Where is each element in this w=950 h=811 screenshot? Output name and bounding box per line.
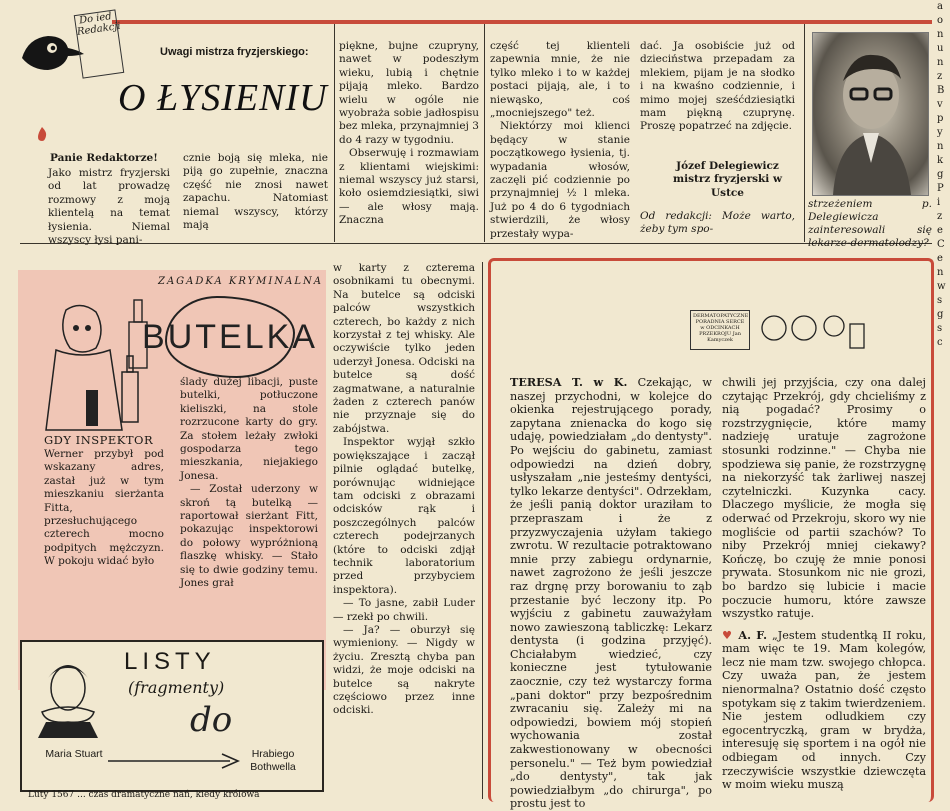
- top-col-1: Jako mistrz fryzjerski od lat prowadzę rozmowy z moją klientelą na temat łysienia. Niemal wszyscy łysi pani-: [48, 167, 170, 247]
- article-title: O ŁYSIENIU: [118, 77, 328, 119]
- letters-footer-cut: Luty 1567 ... czas dramatyczne nań, kiedy królowa: [28, 790, 260, 800]
- advice-col-left: [510, 375, 712, 811]
- advice-lead-af: A. F.: [738, 627, 767, 642]
- col-divider: [804, 24, 805, 242]
- letters-from: Maria Stuart: [45, 748, 103, 760]
- arrow-icon: [106, 752, 240, 770]
- letters-to: Hrabiego Bothwella: [250, 748, 296, 773]
- col-divider: [482, 262, 483, 799]
- doodle-figures-icon: [758, 310, 868, 354]
- editor-note: Od redakcji: Może warto, żeby tym spo-: [640, 210, 795, 235]
- crime-col-1: Werner przybył pod wskazany adres, zastał już w tym mieszkaniu sierżanta Fitta, przesłuchującego czterech mocno podpitych mężczyzn. W pokoju widać było: [44, 448, 164, 568]
- col-divider: [484, 24, 485, 242]
- col-divider: [334, 24, 335, 242]
- adjacent-page-strip: a o n u n z B v p y n k g P i z e C e n w s g s c: [937, 1, 946, 348]
- signature: Józef Delegiewicz mistrz fryzjerski w Ustce: [672, 160, 782, 199]
- advice-col-right: chwili jej przyjścia, czy ona dalej czytając Przekrój, gdy chcieliśmy z nią pogadać? Prosimy o rozstrzygnięcie, które mamy nadzieję uratuje zagrożone stosunki rodzinne." — Chyba nie spodziewa się panie, że rozstrzygnę na niekorzyść tak żarliwej naszej czytelniczki. Kuzynka cacy. Dlaczego myślicie, że mogła się oderwać od Przekroju, skoro wy nie mogliście od partii szachów? To niby Przekrój mniej ciekawy? Kończę, bo czuję że mnie ponosi prywata. Stosunkom nic nie grozi, bo bardzo się lubicie i macie poczucie humoru, które zawsze wszystko ratuje. ♥ A. F. „Jestem studentką II roku, mam więc te 19. Mam kolegów, lecz nie mam tzw. swojego chłopca. Czy uważa pan, że jestem nienormalna? Ostatnio dość często spotykam się z takim twierdzeniem. Nie jestem odludkiem czy egocentryczką, gram w brydża, interesuję się sportem i na ogół nie odbiegam od innych. Czy rzeczywiście wszystkie dziewczęta w moim wieku muszą: [722, 376, 927, 792]
- letters-title: LISTY: [124, 648, 216, 675]
- photo-caption: strzeżeniem p. Delegiewicza zainteresowali się lekarze-dermatolodzy?: [808, 198, 932, 249]
- crime-col-2: ślady dużej libacji, puste butelki, potłuczone kieliszki, na stole rozrzucone karty do gry. Za stołem leżały zwłoki gospodarza tego mieszkania, niejakiego Jonesa. — Został uderzony w skroń tą butelką — raportował sierżant Fitt, pokazując inspektorowi do połowy wypróżnioną flaszkę whisky. — Stało się to dwie godziny temu. Jones grał: [180, 376, 318, 590]
- advice-lead-teresa: TERESA T. w K.: [510, 375, 628, 389]
- crime-doodle-heading: ZAGADKA KRYMINALNA: [158, 276, 323, 287]
- greeting: Panie Redaktorze!: [50, 152, 158, 164]
- advice-text-af: „Jestem studentką II roku, mam więc te 19. Mam kolegów, lecz nie mam tzw. swojego chłopca. Czy uważa pan, że jestem nienormalna? Ostatnio dość często spotykam się z takim twierdzeniem. Nie jestem odludkiem czy egocentryczką, gram w brydża, interesuję się sportem i na ogół nie odbiegam od innych. Czy rzeczywiście wszystkie dziewczęta w moim wieku muszą: [722, 628, 927, 792]
- editor-stamp: Do ied Redakcji: [74, 9, 124, 78]
- top-col-2: cznie boją się mleka, nie piją go zupełnie, znaczna część nie znosi nawet zapachu. Natomiast niemal wszyscy, którzy mają: [183, 152, 328, 232]
- portrait-icon: [34, 650, 102, 738]
- bottle-icon: [128, 300, 148, 370]
- crime-col-3: w karty z czterema osobnikami tu obecnymi. Na butelce są odciski palców wszystkich czterech, bo każdy z nich korzystał z tej whisky. Ale oczywiście tylko jeden uderzył Jonesa. Odciski na butelce są dość zagmatwane, a naturalnie żaden z czterech panów nie przyznaje się do zabójstwa. Inspektor wyjął szkło powiększające i zaczął pilnie oglądać butelkę, porównując widniejące tam odciski z obrazami odcisków rąk i poszczególnych palców czterech podejrzanych (które to odciski zdjął technik laboratorium przed przybyciem inspektora). — To jasne, zabił Luder — rzekł po chwili. — Ja? — oburzył się wymieniony. — Nigdy w życiu. Zresztą chyba pan widzi, że moje odciski na butelce są nakryte częściowo przez inne odciski.: [333, 262, 475, 717]
- top-col-3: piękne, bujne czupryny, nawet w podeszłym wieku, lubią i chętnie pijają mleko. Bardzo wielu w ogóle nie wyobraża sobie jadłospisu bez mleka, przynajmniej 3 do 4 razy w tygodniu. Obserwuję i rozmawiam z klientami wiejskimi: niemal wszyscy już starsi, koło osiemdziesiątki, siwi — ale włosy mają. Znaczna: [339, 40, 479, 227]
- advice-logo: DERMATOPATYCZNE PORADNIA SERCE w ODCINKACH PRZEKROJU Jan Kamyczek: [690, 310, 750, 350]
- heart-icon: ♥: [722, 628, 739, 642]
- top-red-rule: [112, 20, 932, 24]
- article-subhead: Uwagi mistrza fryzjerskiego:: [160, 46, 309, 58]
- letters-preposition: do: [190, 700, 233, 740]
- advice-text-teresa: Czekając, w naszej przychodni, w kolejce do okienka rejestrującego porady, zapytana znienacka do kogo się udaję, powiedziałam „do dentysty". Po wejściu do gabinetu, zamiast odpowiedzi na dzień dobry, usłyszałam „nie jesteśmy dentyści, tylko lekarze dentyści". Odrzekłam, że jeśli panią doktor uraziłam to przepraszam i że z przyzwyczajenia użyłam takiego zwrotu. W rezultacie potraktowano mnie przy zabiegu ordynarnie, nawet zagrożono że jeśli jeszcze raz drgnę przy borowaniu to ząb przestanie być leczony itp. Po wyjściu z gabinetu zauważyłam nowo zawieszoną tabliczkę: Lekarz dentysta (i godzina przyjęć). Chciałabym wiedzieć, czy konieczne jest tytułowanie zaocznie, czy też wystarczy forma „pani doktor" przy bezpośrednim zwracaniu się. Zależy mi na odpowiedzi, bowiem mój stopień wychowania został zakwestionowany w obecności personelu." — Też bym powiedział „do dentysty", tak jak powiedziałbym „do chirurga", po prostu jest to: [510, 376, 712, 811]
- top-col-5: dać. Ja osobiście już od dzieciństwa przepadam za mlekiem, pijam je na słodko i na kwaśno codziennie, i mimo mojej sześćdziesiątki mam piękną czuprynę. Proszę popatrzeć na zdjęcie.: [640, 40, 795, 133]
- author-photo: [812, 32, 929, 196]
- butelka-doodle: BUTELKA: [165, 296, 295, 378]
- crime-col-1-lead: GDY INSPEKTOR: [44, 433, 154, 447]
- top-col-4: część tej klienteli zapewnia mnie, że nie tylko mleko i to w każdej postaci pijają, ale, i to niewąsko, coś „mocniejszego" też. Niektórzy moi klienci będący w stanie początkowego łysienia, tj. wypadania włosów, zaczęli pić codziennie po przynajmniej ½ l mleka. Już po 4 do 6 tygodniach stwierdzili, że włosy przestały wypa-: [490, 40, 630, 240]
- letters-subtitle: (fragmenty): [128, 678, 225, 697]
- flame-icon: [34, 126, 50, 142]
